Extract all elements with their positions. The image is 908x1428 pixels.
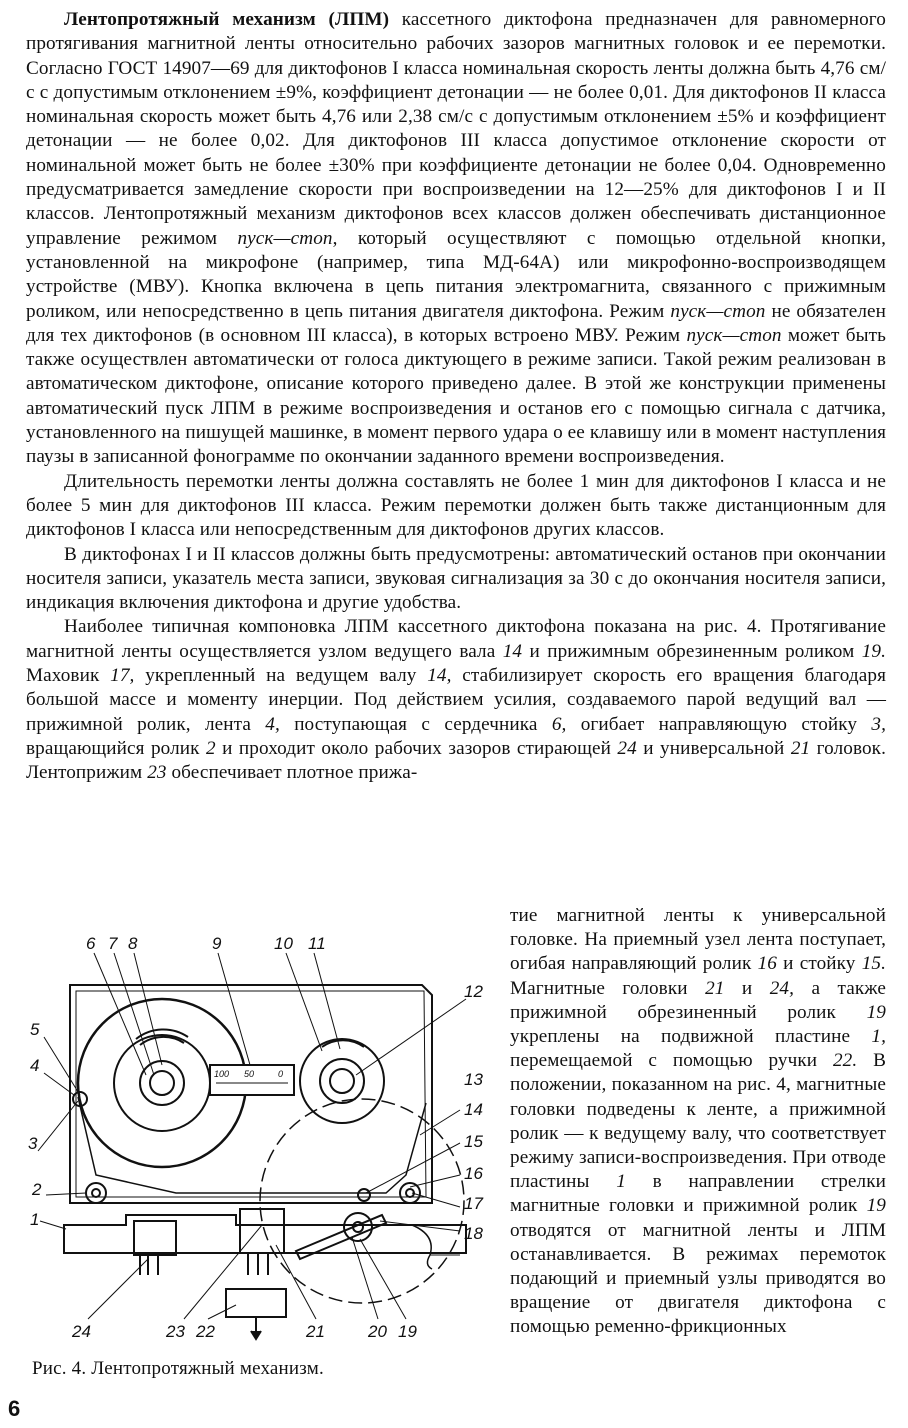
label-8: 8	[128, 934, 138, 953]
t: укрепленный на ведущем валу	[134, 665, 428, 687]
ref-num: 15.	[861, 953, 886, 975]
ref-num: 19	[866, 1195, 886, 1217]
left-reel-hub	[140, 1061, 184, 1105]
pressure-roller	[344, 1213, 372, 1241]
figure-tape-mechanism	[26, 925, 492, 1395]
spring	[412, 1225, 432, 1269]
label-12: 12	[464, 982, 483, 1001]
label-22: 22	[196, 1322, 215, 1341]
t: отводятся от магнитной ленты и ЛПМ останавливается. В режимах перемоток подающий и приемный узлы приводятся во вращение от двигателя диктофона с помощью ременно-фрикционных	[510, 1219, 886, 1338]
t: перемещаемой с помощью ручки	[510, 1050, 833, 1072]
t: Маховик	[26, 665, 111, 687]
ref-num: 4,	[265, 713, 280, 735]
label-13: 13	[464, 1070, 483, 1089]
label-5: 5	[30, 1020, 40, 1039]
italic-term: пуск—стоп	[686, 324, 782, 346]
paragraph-text: кассетного диктофона предназначен для равномерного протягивания магнитной ленты относительно рабочих зазоров магнитных головок и ее перемотки. Согласно ГОСТ 14907—69 для диктофонов I класса номинальная скорость ленты должна быть 4,76 см/с с допустимым отклонением ±9%, коэффициент детонации — не более 0,01. Для диктофонов II класса номинальная скорость может быть 4,76 или 2,38 см/с с допустимым отклонением ±5% и коэффициент детонации — не более 0,02. Для диктофонов III класса допустимое отклонение скорости от номинальной может быть не более ±30% при коэффициенте детонации не более 0,04. Одновременно предусматривается замедление скорости при воспроизведении на 12—25% для диктофонов I и II классов. Лентопротяжный механизм диктофонов всех классов должен обеспечивать дистанционное управление режимом	[26, 9, 886, 249]
ref-num: 24	[617, 737, 637, 759]
lead-term: Лентопротяжный механизм (ЛПМ)	[64, 9, 390, 30]
roller-right	[400, 1183, 420, 1203]
label-19: 19	[398, 1322, 417, 1341]
t: и стойку	[776, 953, 862, 975]
ref-num: 1,	[871, 1026, 886, 1048]
ref-num: 3,	[871, 713, 887, 735]
ref-num: 14	[502, 640, 523, 662]
label-20: 20	[368, 1322, 387, 1341]
left-reel-hub-outer	[114, 1035, 210, 1131]
ref-num: 2	[206, 737, 216, 759]
label-10: 10	[274, 934, 293, 953]
ref-num: 6,	[551, 713, 567, 735]
paragraph-1	[26, 8, 886, 470]
column-text	[510, 904, 886, 1340]
right-reel	[300, 1039, 384, 1123]
ref-num: 19.	[861, 640, 886, 662]
paragraph-text: не обязателен для тех диктофонов (в основном III класса), в которых встроено МВУ. Режим	[26, 300, 887, 346]
label-24: 24	[72, 1322, 91, 1341]
ref-num: 17,	[110, 665, 135, 687]
t: в направлении стрелки магнитные головки и прижимной ролик	[510, 1171, 886, 1217]
label-21: 21	[306, 1322, 325, 1341]
main-text	[26, 8, 886, 786]
scale-label: 100	[214, 1069, 230, 1079]
t: головок. Лентоприжим	[26, 737, 886, 784]
t: и	[724, 977, 770, 999]
ref-num: 16	[757, 953, 777, 975]
t: обеспечивает плотное прижа-	[166, 762, 418, 784]
t: и проходит около рабочих зазоров стирающей	[215, 737, 618, 759]
page-number: 6	[8, 1396, 21, 1421]
paragraph-4	[26, 615, 886, 785]
t: поступающая с сердечника	[279, 713, 552, 735]
right-reel-hub	[320, 1059, 364, 1103]
roller-left	[86, 1183, 106, 1203]
t: стабилизирует скорость его вращения благодаря большой массе и моменту инерции. Под действием усилия, создаваемого парой ведущий вал — прижимной ролик, лента	[26, 665, 887, 735]
tape-path	[78, 1097, 426, 1193]
t: вращающийся ролик	[26, 737, 206, 759]
erase-head	[134, 1221, 176, 1255]
t: Наиболее типичная компоновка ЛПМ кассетного диктофона показана на рис. 4. Протягивание магнитной ленты осуществляется узлом ведущего вала	[26, 616, 886, 662]
label-14: 14	[464, 1100, 483, 1119]
label-9: 9	[212, 934, 222, 953]
italic-term: пуск—стоп	[670, 300, 766, 322]
ref-num: 22.	[832, 1050, 858, 1072]
label-2: 2	[32, 1180, 42, 1199]
label-11: 11	[308, 934, 326, 953]
ref-num: 21	[705, 977, 725, 999]
ref-num: 19	[866, 1001, 886, 1023]
t: и универсальной	[636, 737, 791, 759]
t: В положении, показанном на рис. 4, магнитные головки подведены к ленте, а прижимной ролик — к ведущему валу, что соответствует режиму записи-воспроизведения. При отводе пластины	[510, 1050, 886, 1193]
label-17: 17	[464, 1194, 483, 1213]
paragraph-3: В диктофонах I и II классов должны быть предусмотрены: автоматический останов при окончании носителя записи, указатель места записи, звуковая сигнализация за 30 с до окончания носителя записи, индикация включения диктофона и другие удобства.	[26, 543, 886, 614]
t: огибает направляющую стойку	[566, 713, 872, 735]
label-7: 7	[108, 934, 118, 953]
label-6: 6	[86, 934, 96, 953]
ref-num: 24,	[769, 977, 795, 999]
capstan	[358, 1189, 370, 1201]
scale-label: 50	[244, 1069, 255, 1079]
paragraph-2: Длительность перемотки ленты должна составлять не более 1 мин для диктофонов I класса и не более 5 мин для диктофонов III класса. Режим перемотки должен быть также дистанционным для диктофонов I класса или непосредственным для диктофонов других классов.	[26, 470, 886, 541]
right-column	[510, 904, 886, 1340]
paragraph-text: , который осуществляют с помощью отдельной кнопки, установленной на микрофоне (например, типа МД-64А) или микрофонно-воспроизводящем устройстве (МВУ). Кнопка включена в цепь питания электромагнита, связанного с прижимным роликом, или непосредственно в цепь питания двигателя диктофона. Режим	[26, 227, 886, 322]
t: и прижимным обрезиненным роликом	[522, 640, 862, 662]
t: тие магнитной ленты к универсальной головке. На приемный узел лента поступает, огибая направляющий ролик	[510, 905, 886, 975]
scale-label: 0	[278, 1069, 284, 1079]
label-15: 15	[464, 1132, 483, 1151]
ref-num: 14,	[427, 665, 452, 687]
ref-num: 21	[790, 737, 811, 759]
ref-num: 23	[147, 762, 167, 784]
italic-term: пуск—стоп	[237, 227, 333, 249]
label-3: 3	[28, 1134, 38, 1153]
label-4: 4	[30, 1056, 40, 1075]
universal-head	[240, 1209, 284, 1253]
label-23: 23	[166, 1322, 185, 1341]
t: Магнитные головки	[510, 977, 706, 999]
t: укреплены на подвижной пластине	[510, 1026, 872, 1048]
label-16: 16	[464, 1164, 483, 1183]
tape-mechanism-diagram	[26, 925, 492, 1355]
handle	[226, 1289, 286, 1317]
label-18: 18	[464, 1224, 483, 1243]
label-1: 1	[30, 1210, 40, 1229]
figure-caption: Рис. 4. Лентопротяжный механизм.	[32, 1358, 324, 1379]
t: а также прижимной обрезиненный ролик	[510, 977, 886, 1023]
paragraph-text: может быть также осуществлен автоматически от голоса диктующего в режиме записи. Такой режим реализован в автоматическом диктофоне, описание которого приведено далее. В этой же конструкции применены автоматический пуск ЛПМ в режиме воспроизведения и останов его с помощью сигнала с датчика, установленного на пишущей машинке, в момент первого удара о ее клавишу или в момент наступления паузы в записанной фонограмме по окончании заданного времени воспроизведения.	[26, 324, 886, 468]
ref-num: 1	[616, 1171, 626, 1193]
